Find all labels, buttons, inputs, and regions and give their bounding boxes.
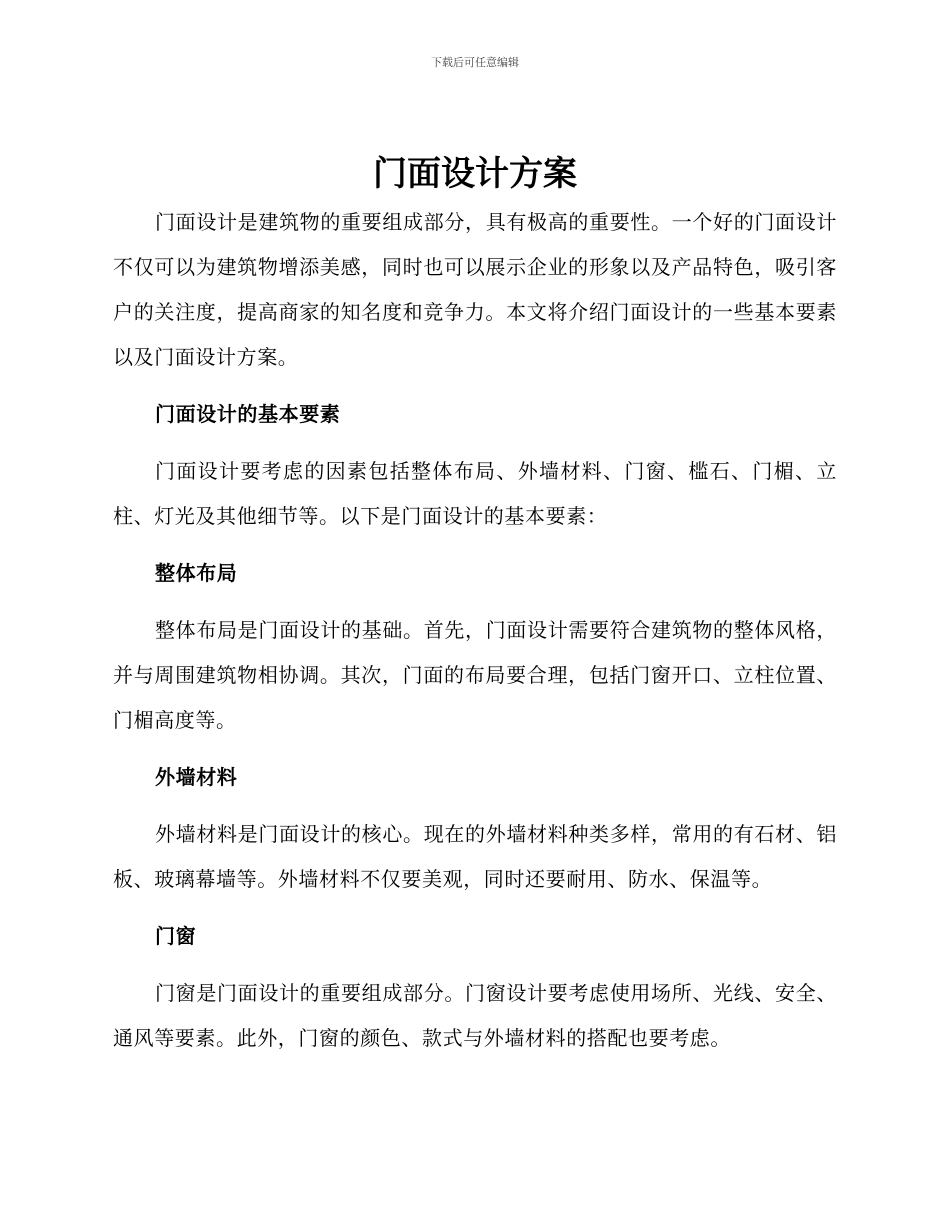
section-heading: 门面设计的基本要素 bbox=[155, 402, 341, 426]
section-paragraph: 外墙材料是门面设计的核心。现在的外墙材料种类多样，常用的有石材、铝板、玻璃幕墙等。外墙材料不仅要美观，同时还要耐用、防水、保温等。 bbox=[113, 822, 837, 891]
section-paragraph: 门窗是门面设计的重要组成部分。门窗设计要考虑使用场所、光线、安全、通风等要素。此外，门窗的颜色、款式与外墙材料的搭配也要考虑。 bbox=[113, 981, 837, 1050]
page-title: 门面设计方案 bbox=[373, 154, 577, 194]
section-overall-layout bbox=[113, 551, 837, 743]
section-paragraph: 门面设计要考虑的因素包括整体布局、外墙材料、门窗、槛石、门楣、立柱、灯光及其他细节等。以下是门面设计的基本要素： bbox=[113, 459, 837, 528]
header-note: 下载后可任意编辑 bbox=[431, 56, 519, 69]
section-heading: 门窗 bbox=[155, 924, 197, 948]
intro-paragraph: 门面设计是建筑物的重要组成部分，具有极高的重要性。一个好的门面设计不仅可以为建筑物增添美感，同时也可以展示企业的形象以及产品特色，吸引客户的关注度，提高商家的知名度和竞争力。本文将介绍门面设计的一些基本要素以及门面设计方案。 bbox=[113, 210, 837, 369]
section-exterior-materials bbox=[113, 755, 837, 902]
section-heading: 整体布局 bbox=[155, 561, 238, 585]
section-basic-elements bbox=[113, 392, 837, 539]
document-body bbox=[113, 200, 837, 1061]
section-heading: 外墙材料 bbox=[155, 765, 238, 789]
section-paragraph: 整体布局是门面设计的基础。首先，门面设计需要符合建筑物的整体风格，并与周围建筑物相协调。其次，门面的布局要合理，包括门窗开口、立柱位置、门楣高度等。 bbox=[113, 618, 837, 732]
section-doors-windows bbox=[113, 914, 837, 1061]
